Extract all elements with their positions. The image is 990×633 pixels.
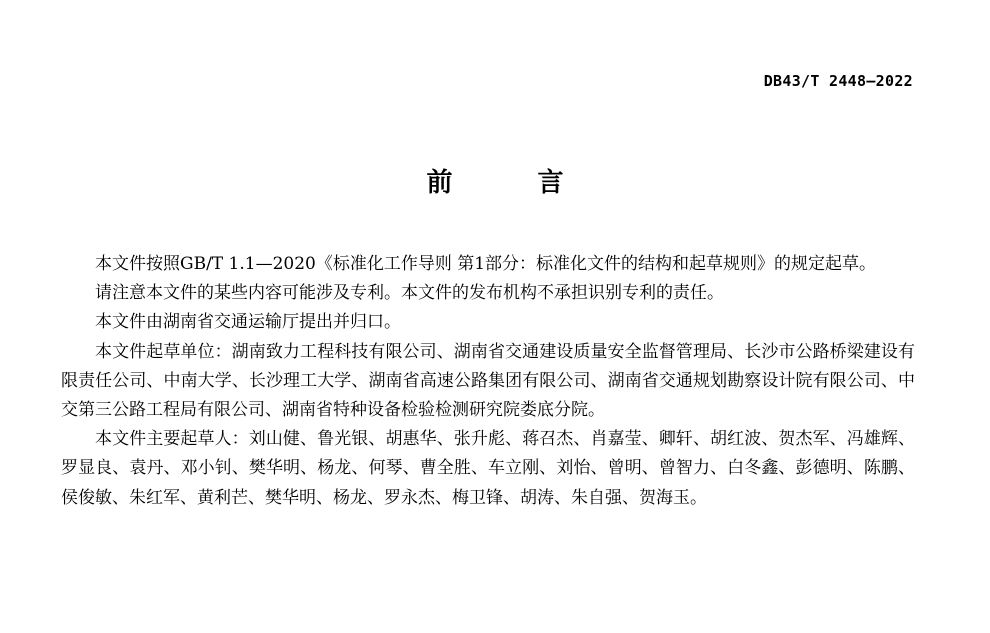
paragraph-patent-notice: 请注意本文件的某些内容可能涉及专利。本文件的发布机构不承担识别专利的责任。 [95, 283, 724, 304]
page-title: 前 言 [426, 168, 602, 198]
paragraph-proposer: 本文件由湖南省交通运输厅提出并归口。 [95, 312, 401, 333]
paragraph-drafting-units: 本文件起草单位：湖南致力工程科技有限公司、湖南省交通建设质量安全监督管理局、长沙市公路桥梁建设有限责任公司、中南大学、长沙理工大学、湖南省高速公路集团有限公司、湖南省交通规划勘察设计院有限公司、中交第三公路工程局有限公司、湖南省特种设备检验检测研究院娄底分院。 [61, 341, 915, 421]
document-code: DB43/T 2448—2022 [763, 72, 913, 90]
paragraph-drafting-rules: 本文件按照GB/T 1.1—2020《标准化工作导则 第1部分：标准化文件的结构和起草规则》的规定起草。 [95, 254, 877, 274]
paragraph-drafters: 本文件主要起草人：刘山健、鲁光银、胡惠华、张升彪、蒋召杰、肖嘉莹、卿轩、胡红波、贺杰军、冯雄辉、罗显良、袁丹、邓小钊、樊华明、杨龙、何琴、曹全胜、车立刚、刘怡、曾明、曾智力、白冬鑫、彭德明、陈鹏、侯俊敏、朱红军、黄利芒、樊华明、杨龙、罗永杰、梅卫锋、胡涛、朱自强、贺海玉。 [61, 429, 915, 508]
foreword-body [61, 250, 915, 513]
